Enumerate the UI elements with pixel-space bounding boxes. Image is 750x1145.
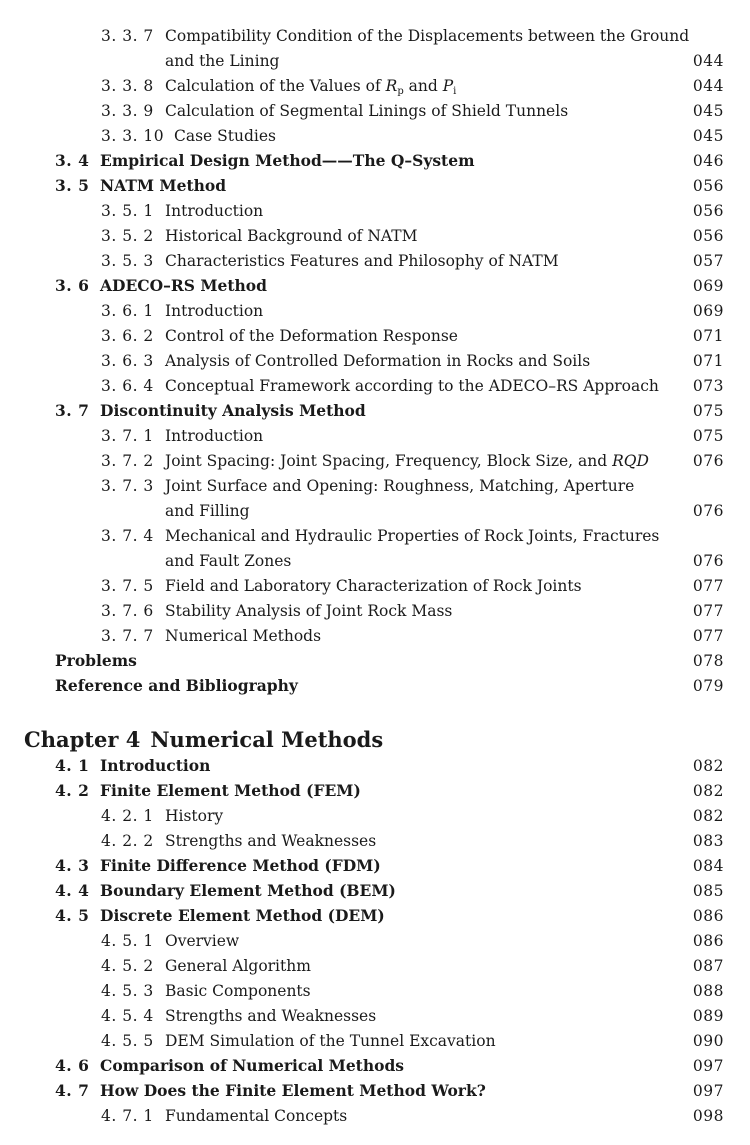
entry-number: 4. 5. 3 — [101, 982, 154, 1000]
entry-number: 4. 3 — [55, 856, 90, 875]
entry-title: DEM Simulation of the Tunnel Excavation — [165, 1032, 496, 1050]
entry-title: and Fault Zones — [165, 552, 292, 570]
entry-title: Overview — [165, 932, 240, 950]
entry-title: Calculation of the Values of $R_p$ and $P_i$ — [165, 77, 457, 97]
entry-title: Joint Spacing: Joint Spacing, Frequency, Block Size, and RQD — [165, 452, 649, 470]
entry-page: 056 — [692, 202, 724, 220]
entry-title: Finite Difference Method (FDM) — [100, 856, 381, 875]
toc-entry-3-7-1[interactable] — [0, 424, 750, 448]
entry-page: 090 — [692, 1032, 724, 1050]
entry-title: Introduction — [165, 427, 264, 445]
entry-page: 085 — [692, 882, 724, 900]
toc-entry-4-2-2[interactable] — [0, 829, 750, 853]
entry-page: 089 — [692, 1007, 724, 1025]
entry-title: Characteristics Features and Philosophy of NATM — [165, 252, 559, 270]
entry-page: 044 — [692, 52, 724, 70]
entry-page: 087 — [692, 957, 724, 975]
entry-title: Finite Element Method (FEM) — [100, 781, 361, 800]
entry-page: 098 — [692, 1107, 724, 1125]
entry-page: 076 — [692, 552, 724, 570]
entry-page: 057 — [692, 252, 724, 270]
toc-entry-4-5-1[interactable] — [0, 929, 750, 953]
entry-title: and Filling — [165, 502, 250, 520]
entry-number: 4. 5. 1 — [101, 932, 154, 950]
entry-title: Field and Laboratory Characterization of Rock Joints — [165, 577, 582, 595]
toc-entry-problems[interactable] — [0, 649, 750, 673]
entry-title: Discontinuity Analysis Method — [100, 401, 366, 420]
entry-title: Numerical Methods — [165, 627, 322, 645]
entry-number: 3. 6 — [55, 276, 90, 295]
entry-title: Strengths and Weaknesses — [165, 832, 377, 850]
toc-entry-3-6-3[interactable] — [0, 349, 750, 373]
toc-entry-3-7-6[interactable] — [0, 599, 750, 623]
entry-number: 3. 3. 10 — [101, 127, 165, 145]
toc-entry-3-3-9[interactable] — [0, 99, 750, 123]
entry-number: 3. 5. 1 — [101, 202, 154, 220]
entry-number: 4. 5. 2 — [101, 957, 154, 975]
entry-title: Reference and Bibliography — [55, 676, 298, 695]
entry-page: 045 — [692, 102, 724, 120]
entry-title: Historical Background of NATM — [165, 227, 418, 245]
toc-entry-4-2-1[interactable] — [0, 804, 750, 828]
entry-number: 3. 6. 4 — [101, 377, 154, 395]
entry-number: 3. 5. 2 — [101, 227, 154, 245]
entry-page: 097 — [692, 1082, 724, 1100]
entry-page: 079 — [692, 677, 724, 695]
entry-title: Boundary Element Method (BEM) — [100, 881, 396, 900]
entry-page: 077 — [692, 627, 724, 645]
entry-title: Calculation of Segmental Linings of Shield Tunnels — [165, 102, 569, 120]
entry-page: 071 — [692, 352, 724, 370]
entry-number: 3. 7 — [55, 401, 90, 420]
entry-number: 3. 7. 5 — [101, 577, 154, 595]
toc-entry-references[interactable] — [0, 674, 750, 698]
entry-number: 4. 6 — [55, 1056, 90, 1075]
entry-page: 069 — [692, 302, 724, 320]
toc-entry-4-4[interactable] — [0, 879, 750, 903]
entry-page: 076 — [692, 452, 724, 470]
toc-entry-4-5-4[interactable] — [0, 1004, 750, 1028]
toc-entry-continuation[interactable] — [0, 49, 750, 73]
entry-number: 3. 6. 3 — [101, 352, 154, 370]
entry-title: NATM Method — [100, 176, 227, 195]
toc-entry-3-7-4[interactable] — [0, 524, 750, 548]
entry-title: ADECO–RS Method — [100, 276, 267, 295]
entry-title: General Algorithm — [165, 957, 311, 975]
entry-title: Stability Analysis of Joint Rock Mass — [165, 602, 453, 620]
entry-title: Fundamental Concepts — [165, 1107, 348, 1125]
toc-entry-3-5-3[interactable] — [0, 249, 750, 273]
toc-entry-3-3-8[interactable] — [0, 74, 750, 98]
entry-number: 4. 2. 2 — [101, 832, 154, 850]
toc-entry-3-6[interactable] — [0, 274, 750, 298]
entry-page: 097 — [692, 1057, 724, 1075]
toc-entry-4-7[interactable] — [0, 1079, 750, 1103]
entry-page: 082 — [692, 782, 724, 800]
entry-number: 3. 5 — [55, 176, 90, 195]
entry-number: 4. 2 — [55, 781, 90, 800]
entry-page: 056 — [692, 227, 724, 245]
entry-number: 3. 6. 2 — [101, 327, 154, 345]
entry-page: 088 — [692, 982, 724, 1000]
chapter-heading[interactable] — [24, 726, 383, 754]
toc-entry-4-5-5[interactable] — [0, 1029, 750, 1053]
entry-number: 3. 7. 4 — [101, 527, 154, 545]
entry-title: Joint Surface and Opening: Roughness, Matching, Aperture — [165, 477, 635, 495]
entry-number: 3. 3. 7 — [101, 27, 154, 45]
chapter-label: Chapter 4 — [24, 727, 141, 752]
entry-title: Discrete Element Method (DEM) — [100, 906, 385, 925]
toc-entry-3-6-1[interactable] — [0, 299, 750, 323]
entry-number: 4. 4 — [55, 881, 90, 900]
entry-number: 4. 7. 1 — [101, 1107, 154, 1125]
entry-page: 073 — [692, 377, 724, 395]
toc-entry-4-3[interactable] — [0, 854, 750, 878]
entry-page: 044 — [692, 77, 724, 95]
entry-page: 084 — [692, 857, 724, 875]
entry-number: 3. 7. 1 — [101, 427, 154, 445]
entry-page: 077 — [692, 577, 724, 595]
entry-number: 3. 5. 3 — [101, 252, 154, 270]
entry-page: 078 — [692, 652, 724, 670]
entry-page: 046 — [692, 152, 724, 170]
toc-entry-3-5-2[interactable] — [0, 224, 750, 248]
entry-number: 3. 7. 7 — [101, 627, 154, 645]
entry-page: 077 — [692, 602, 724, 620]
entry-number: 3. 3. 8 — [101, 77, 154, 95]
toc-entry-3-7-7[interactable] — [0, 624, 750, 648]
entry-title: Empirical Design Method——The Q–System — [100, 151, 475, 170]
toc-entry-4-5-2[interactable] — [0, 954, 750, 978]
entry-title: How Does the Finite Element Method Work? — [100, 1081, 486, 1100]
entry-title: Control of the Deformation Response — [165, 327, 458, 345]
toc-entry-4-2[interactable] — [0, 779, 750, 803]
entry-number: 3. 7. 3 — [101, 477, 154, 495]
entry-number: 3. 3. 9 — [101, 102, 154, 120]
entry-number: 4. 7 — [55, 1081, 90, 1100]
entry-title: Conceptual Framework according to the ADECO–RS Approach — [165, 377, 659, 395]
toc-entry-4-5[interactable] — [0, 904, 750, 928]
entry-page: 086 — [692, 907, 724, 925]
toc-entry-3-7[interactable] — [0, 399, 750, 423]
toc-entry-3-7-2[interactable] — [0, 449, 750, 473]
toc-entry-3-5-1[interactable] — [0, 199, 750, 223]
entry-page: 083 — [692, 832, 724, 850]
entry-title: History — [165, 807, 224, 825]
entry-page: 076 — [692, 502, 724, 520]
toc-entry-4-6[interactable] — [0, 1054, 750, 1078]
toc-entry-3-6-4[interactable] — [0, 374, 750, 398]
entry-page: 069 — [692, 277, 724, 295]
entry-title: Strengths and Weaknesses — [165, 1007, 377, 1025]
entry-title: Introduction — [165, 202, 264, 220]
entry-title: and the Lining — [165, 52, 280, 70]
toc-entry-3-3-10[interactable] — [0, 124, 750, 148]
entry-title: Problems — [55, 651, 137, 670]
entry-number: 4. 5. 5 — [101, 1032, 154, 1050]
toc-entry-3-6-2[interactable] — [0, 324, 750, 348]
toc-entry-3-7-5[interactable] — [0, 574, 750, 598]
entry-number: 3. 4 — [55, 151, 90, 170]
entry-page: 075 — [692, 427, 724, 445]
entry-title: Introduction — [165, 302, 264, 320]
toc-entry-3-7-3[interactable] — [0, 474, 750, 498]
entry-page: 082 — [692, 807, 724, 825]
entry-page: 075 — [692, 402, 724, 420]
entry-title: Analysis of Controlled Deformation in Rocks and Soils — [165, 352, 591, 370]
entry-number: 4. 5. 4 — [101, 1007, 154, 1025]
entry-page: 045 — [692, 127, 724, 145]
chapter-title: Numerical Methods — [150, 727, 384, 752]
toc-entry-continuation[interactable] — [0, 499, 750, 523]
entry-title: Case Studies — [174, 127, 276, 145]
entry-number: 4. 1 — [55, 756, 90, 775]
entry-page: 086 — [692, 932, 724, 950]
entry-number: 3. 7. 2 — [101, 452, 154, 470]
entry-title: Introduction — [100, 756, 211, 775]
entry-number: 4. 2. 1 — [101, 807, 154, 825]
entry-title: Compatibility Condition of the Displacements between the Ground — [165, 27, 690, 45]
entry-page: 082 — [692, 757, 724, 775]
entry-number: 3. 6. 1 — [101, 302, 154, 320]
entry-number: 4. 5 — [55, 906, 90, 925]
entry-number: 3. 7. 6 — [101, 602, 154, 620]
entry-page: 071 — [692, 327, 724, 345]
toc-entry-3-5[interactable] — [0, 174, 750, 198]
entry-title: Comparison of Numerical Methods — [100, 1056, 405, 1075]
toc-entry-4-1[interactable] — [0, 754, 750, 778]
entry-title: Mechanical and Hydraulic Properties of Rock Joints, Fractures — [165, 527, 660, 545]
toc-entry-continuation[interactable] — [0, 549, 750, 573]
toc-entry-3-3-7[interactable] — [0, 24, 750, 48]
toc-entry-4-7-1[interactable] — [0, 1104, 750, 1128]
toc-entry-4-5-3[interactable] — [0, 979, 750, 1003]
toc-entry-3-4[interactable] — [0, 149, 750, 173]
entry-page: 056 — [692, 177, 724, 195]
entry-title: Basic Components — [165, 982, 311, 1000]
